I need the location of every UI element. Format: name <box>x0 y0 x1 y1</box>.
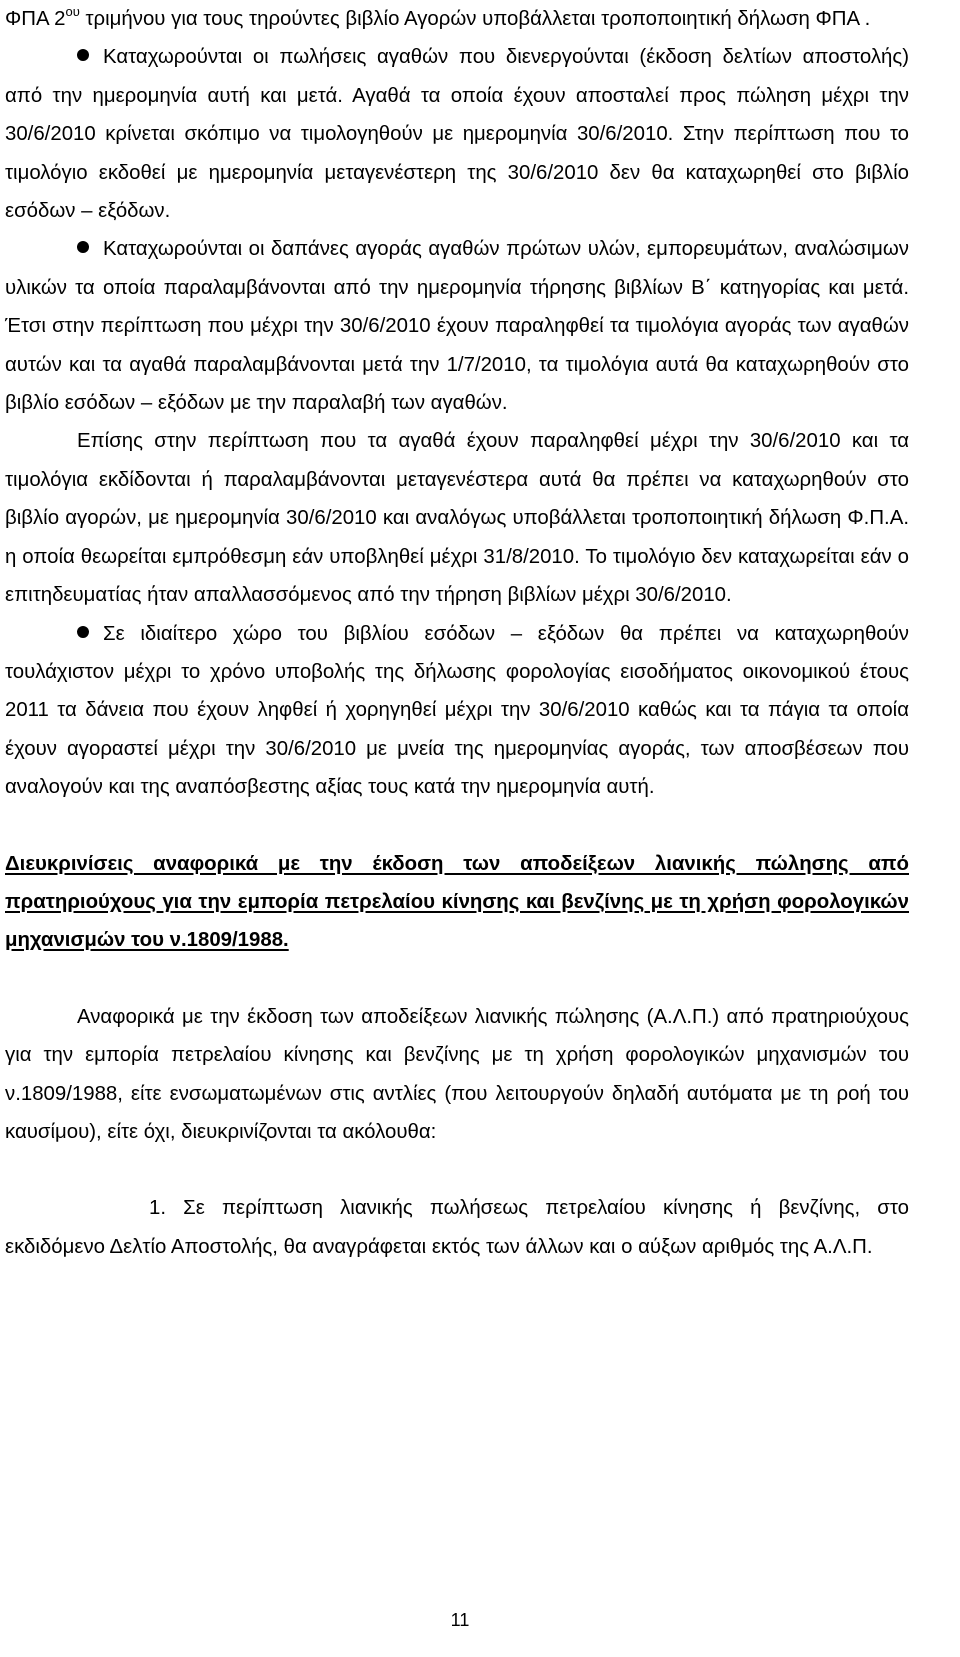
paragraph-vat-quarter-post: τριμήνου για τους τηρούντες βιβλίο Αγορών υποβάλλεται τροποποιητική δήλωση ΦΠΑ . <box>79 8 871 30</box>
paragraph-intro <box>5 998 909 1152</box>
paragraph-loans-assets <box>5 615 909 807</box>
paragraph-amended-vat-return <box>5 422 909 614</box>
paragraph-vat-quarter <box>5 0 909 38</box>
paragraph-sales-entries <box>5 38 909 230</box>
numbered-item-1 <box>5 1189 909 1266</box>
page-number: 11 <box>450 1610 470 1630</box>
paragraph-loans-assets-text: Σε ιδιαίτερο χώρο του βιβλίου εσόδων – εξόδων θα πρέπει να καταχωρηθούν τουλάχιστον μέχρι το χρόνο υποβολής της δήλωσης φορολογίας εισοδήματος οικονομικού έτους 2011 τα δάνεια που έχουν ληφθεί ή χορηγηθεί μέχρι την 30/6/2010 καθώς και τα πάγια τα οποία έχουν αγοραστεί μέχρι την 30/6/2010 με μνεία της ημερομηνίας αγοράς, των αποσβέσεων που αναλογούν και της αναπόσβεστης αξίας τους κατά την ημερομηνία αυτή. <box>5 622 909 799</box>
bullet-dot-icon <box>77 626 89 638</box>
item-number: 1. <box>149 1197 167 1220</box>
ordinal-superscript: ου <box>65 4 80 19</box>
numbered-item-1-text: Σε περίπτωση λιανικής πωλήσεως πετρελαίου κίνησης ή βενζίνης, στο εκδιδόμενο Δελτίο Αποστολής, θα αναγράφεται εκτός των άλλων και ο αύξων αριθμός της Α.Λ.Π. <box>5 1197 909 1258</box>
document-body <box>5 0 909 1266</box>
paragraph-sales-entries-text: Καταχωρούνται οι πωλήσεις αγαθών που διενεργούνται (έκδοση δελτίων αποστολής) από την ημερομηνία αυτή και μετά. Αγαθά τα οποία έχουν αποσταλεί προς πώληση μέχρι την 30/6/2010 κρίνεται σκόπιμο να τιμολογηθούν με ημερομηνία 30/6/2010. Στην περίπτωση που το τιμολόγιο εκδοθεί με ημερομηνία μεταγενέστερη της 30/6/2010 δεν θα καταχωρηθεί στο βιβλίο εσόδων – εξόδων. <box>5 46 909 223</box>
paragraph-purchase-expenses <box>5 230 909 422</box>
paragraph-purchase-expenses-text: Καταχωρούνται οι δαπάνες αγοράς αγαθών πρώτων υλών, εμπορευμάτων, αναλώσιμων υλικών τα οποία παραλαμβάνονται από την ημερομηνία τήρησης βιβλίων Β΄ κατηγορίας και μετά. Έτσι στην περίπτωση που μέχρι την 30/6/2010 έχουν παραληφθεί τα τιμολόγια αγοράς των αγαθών αυτών και τα αγαθά παραλαμβάνονται μετά την 1/7/2010, τα τιμολόγια αυτά θα καταχωρηθούν στο βιβλίο εσόδων – εξόδων με την παραλαβή των αγαθών. <box>5 238 909 415</box>
paragraph-intro-text: Αναφορικά με την έκδοση των αποδείξεων λιανικής πώλησης (Α.Λ.Π.) από πρατηριούχους για την εμπορία πετρελαίου κίνησης και βενζίνης με τη χρήση φορολογικών μηχανισμών του ν.1809/1988, είτε ενσωματωμένων στις αντλίες (που λειτουργούν δηλαδή αυτόματα με τη ροή του καυσίμου), είτε όχι, διευκρινίζονται τα ακόλουθα: <box>5 1005 909 1143</box>
paragraph-vat-quarter-pre: ΦΠΑ 2 <box>5 8 66 30</box>
bullet-dot-icon <box>77 49 89 61</box>
section-heading: Διευκρινίσεις αναφορικά με την έκδοση των αποδείξεων λιανικής πώλησης από πρατηριούχους για την εμπορία πετρελαίου κίνησης και βενζίνης με τη χρήση φορολογικών μηχανισμών του ν.1809/1988. <box>5 852 909 952</box>
paragraph-amended-vat-return-text: Επίσης στην περίπτωση που τα αγαθά έχουν παραληφθεί μέχρι την 30/6/2010 και τα τιμολόγια εκδίδονται ή παραλαμβάνονται μεταγενέστερα αυτά θα πρέπει να καταχωρηθούν στο βιβλίο αγορών, με ημερομηνία 30/6/2010 και αναλόγως υποβάλλεται τροποποιητική δήλωση Φ.Π.Α. η οποία θεωρείται εμπρόθεσμη εάν υποβληθεί μέχρι 31/8/2010. Το τιμολόγιο δεν καταχωρείται εάν ο επιτηδευματίας ήταν απαλλασσόμενος από την τήρηση βιβλίων μέχρι 30/6/2010. <box>5 430 909 607</box>
bullet-dot-icon <box>77 241 89 253</box>
